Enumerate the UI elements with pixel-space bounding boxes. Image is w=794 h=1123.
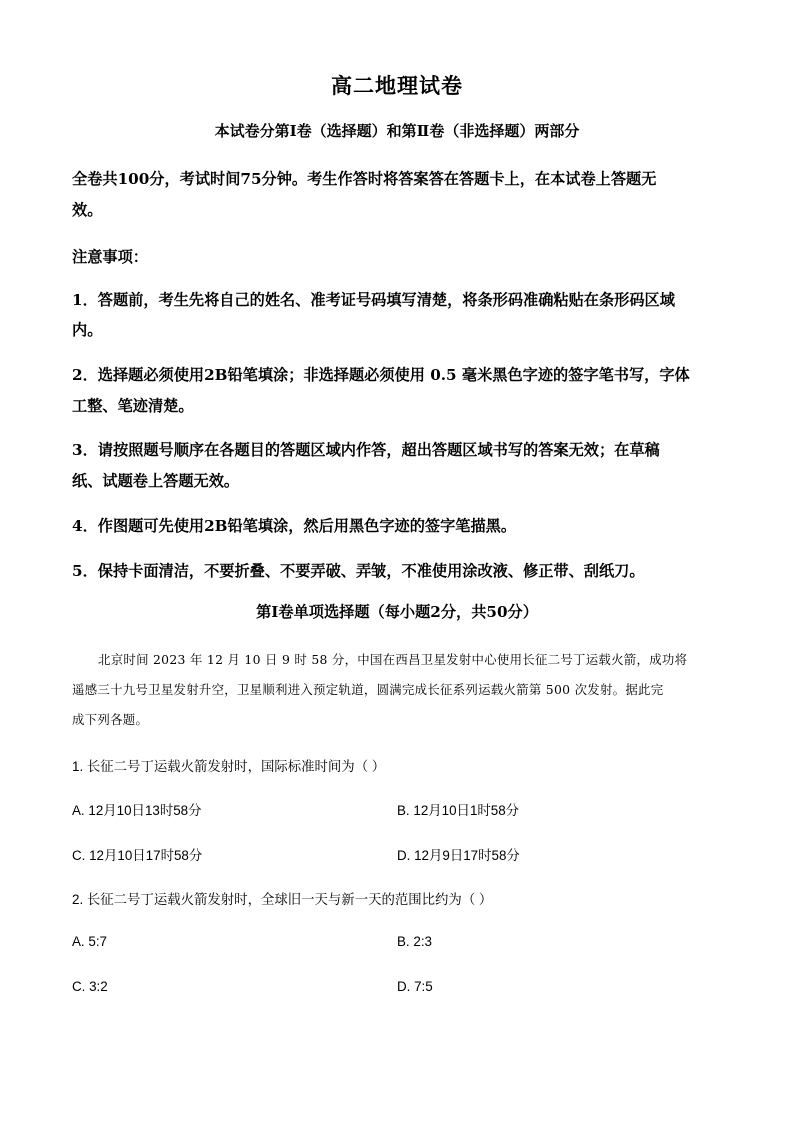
note-item-3-line-2: 纸、试题卷上答题无效。 [72, 472, 240, 490]
question-2-option-b: B. 2:3 [397, 934, 432, 949]
intro-line-2: 效。 [72, 201, 103, 219]
intro-line-1: 全卷共100分，考试时间75分钟。考生作答时将答案答在答题卡上，在本试卷上答题无 [72, 170, 657, 188]
note-item-2-line-1: 2．选择题必须使用2B铅笔填涂；非选择题必须使用 0.5 毫米黑色字迹的签字笔书写，字体 [72, 366, 690, 384]
note-item-5: 5．保持卡面清洁，不要折叠、不要弄破、弄皱，不准使用涂改液、修正带、刮纸刀。 [72, 562, 645, 580]
question-1-option-c: C. 12月10日17时58分 [72, 848, 203, 863]
passage-line-3: 成下列各题。 [72, 712, 149, 727]
question-2-option-d: D. 7:5 [397, 979, 433, 994]
note-item-1-line-2: 内。 [72, 321, 103, 339]
note-item-1-line-1: 1．答题前，考生先将自己的姓名、准考证号码填写清楚，将条形码准确粘贴在条形码区域 [72, 291, 675, 309]
section-1-heading: 第Ⅰ卷单项选择题（每小题2分，共50分） [256, 603, 538, 621]
note-item-2-line-2: 工整、笔迹清楚。 [72, 397, 194, 415]
question-1-stem: 1. 长征二号丁运载火箭发射时，国际标准时间为（ ） [72, 759, 386, 774]
question-2-option-a: A. 5:7 [72, 934, 107, 949]
question-1-option-d: D. 12月9日17时58分 [397, 848, 520, 863]
question-1-option-a: A. 12月10日13时58分 [72, 803, 202, 818]
passage-line-2: 遥感三十九号卫星发射升空，卫星顺利进入预定轨道，圆满完成长征系列运载火箭第 500 次发射。据此完 [72, 682, 664, 697]
passage-line-1: 北京时间 2023 年 12 月 10 日 9 时 58 分，中国在西昌卫星发射中心使用长征二号丁运载火箭，成功将 [98, 652, 688, 667]
note-item-4: 4．作图题可先使用2B铅笔填涂，然后用黑色字迹的签字笔描黑。 [72, 517, 517, 535]
page-title: 高二地理试卷 [331, 73, 463, 98]
question-1-option-b: B. 12月10日1时58分 [397, 803, 520, 818]
exam-structure-note: 本试卷分第Ⅰ卷（选择题）和第Ⅱ卷（非选择题）两部分 [214, 122, 580, 140]
note-item-3-line-1: 3．请按照题号顺序在各题目的答题区域内作答，超出答题区域书写的答案无效；在草稿 [72, 441, 660, 459]
question-2-stem: 2. 长征二号丁运载火箭发射时，全球旧一天与新一天的范围比约为（ ） [72, 892, 493, 907]
question-2-option-c: C. 3:2 [72, 979, 108, 994]
notes-heading: 注意事项： [72, 248, 148, 266]
